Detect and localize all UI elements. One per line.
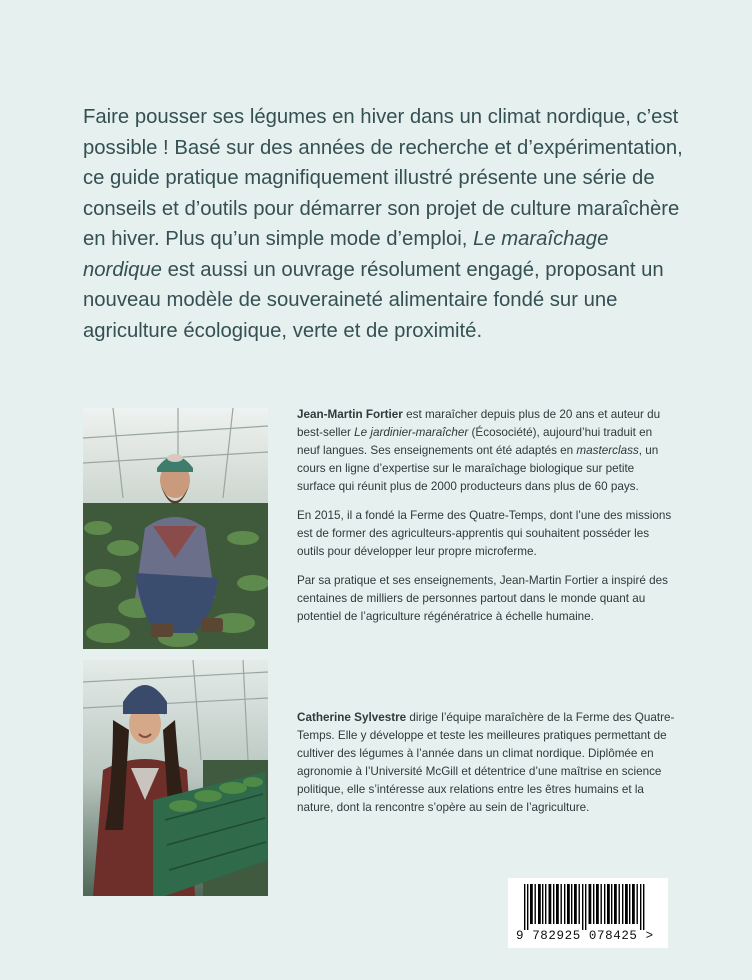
bio-paragraph: Catherine Sylvestre dirige l’équipe maraîchère de la Ferme des Quatre-Temps. Elle y développe et teste les meilleures pratiques permettant de cultiver des légumes à l’année dans un climat nordique. Diplômée en agronomie à l’Université McGill et détentrice d’une maîtrise en science politique, elle s’intéresse aux relations entre les êtres humains et la nature, dont la rencontre s’opère au sein de l’agriculture.	[297, 711, 675, 814]
isbn-barcode	[508, 878, 668, 948]
blurb-text-2: est aussi un ouvrage résolument engagé, proposant un nouveau modèle de souveraineté alimentaire fondé sur une agriculture écologique, verte et de proximité.	[83, 258, 664, 342]
author-name: Jean-Martin Fortier	[297, 408, 403, 421]
author-photo-catherine-sylvestre	[83, 660, 268, 896]
bio-paragraph: Jean-Martin Fortier est maraîcher depuis plus de 20 ans et auteur du best-seller Le jardinier-maraîcher (Écosociété), aujourd’hui traduit en neuf langues. Ses enseignements ont été adaptés en masterclass, un cours en ligne d’expertise sur le maraîchage biologique sur petite surface qui réunit plus de 2000 producteurs dans plus de 60 pays.	[297, 408, 661, 493]
bio-paragraph: Par sa pratique et ses enseignements, Jean-Martin Fortier a inspiré des centaines de milliers de personnes partout dans le monde quant au potentiel de l’agriculture régénératrice à échelle humaine.	[297, 574, 668, 623]
author-bio-catherine-sylvestre	[297, 709, 675, 828]
blurb-text-1: Faire pousser ses légumes en hiver dans un climat nordique, c’est possible ! Basé sur des années de recherche et d’expérimentation, ce guide pratique magnifiquement illustré présente une série de conseils et d’outils pour démarrer son projet de culture maraîchère en hiver. Plus qu’un simple mode d’emploi,	[83, 106, 683, 250]
isbn-digits: 9 782925 078425 >	[516, 929, 654, 943]
author-photo-jean-martin-fortier	[83, 408, 268, 649]
back-cover-blurb	[83, 102, 683, 346]
book-title: Le maraîchage nordique	[83, 228, 609, 281]
book-title-reference: Le jardinier-maraîcher	[354, 426, 469, 439]
author-bio-jean-martin-fortier	[297, 406, 675, 637]
author-name: Catherine Sylvestre	[297, 711, 407, 724]
bio-paragraph: En 2015, il a fondé la Ferme des Quatre-Temps, dont l’une des missions est de former des agriculteurs-apprentis qui souhaitent posséder les outils pour développer leur propre microferme.	[297, 509, 672, 558]
